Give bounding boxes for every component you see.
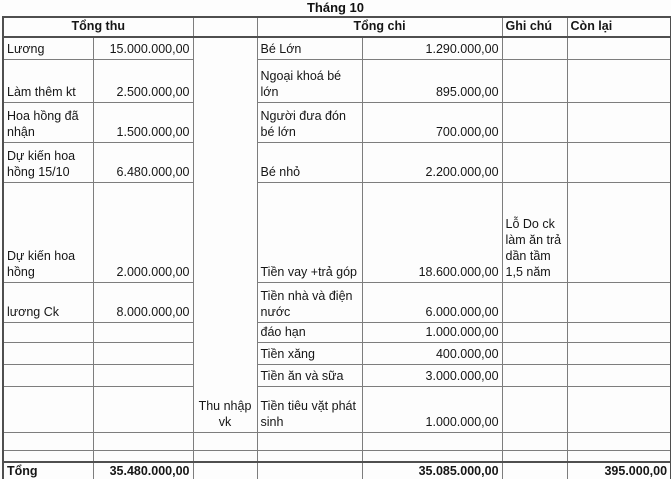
table-row [3,142,671,182]
cell-remaining[interactable] [567,322,671,342]
sheet-title: Tháng 10 [306,0,365,15]
cell-thu-value[interactable] [93,364,193,386]
cell-empty[interactable] [362,450,502,462]
total-chi-value[interactable]: 35.085.000,00 [362,462,502,479]
empty-row [3,432,671,450]
budget-table [2,16,671,479]
cell-thu-value[interactable]: 15.000.000,00 [93,37,193,59]
cell-chi-value[interactable]: 700.000,00 [362,102,502,142]
cell-thu-label[interactable]: lương Ck [3,282,93,322]
table-row [3,182,671,282]
cell-empty[interactable] [193,450,257,462]
cell-empty[interactable] [93,450,193,462]
cell-thu-label[interactable] [3,386,93,432]
cell-thu-value[interactable]: 8.000.000,00 [93,282,193,322]
cell-thu-value[interactable]: 2.000.000,00 [93,182,193,282]
cell-remaining[interactable] [567,386,671,432]
cell-thu-nhap-vk-merged[interactable]: Thu nhập vk [193,37,257,432]
cell-remaining[interactable] [567,342,671,364]
cell-chi-value[interactable]: 1.000.000,00 [362,386,502,432]
cell-thu-label[interactable] [3,342,93,364]
cell-chi-value[interactable]: 6.000.000,00 [362,282,502,322]
cell-empty[interactable] [567,432,671,450]
cell-chi-label[interactable]: Tiền xăng [257,342,362,364]
empty-row [3,450,671,462]
cell-chi-value[interactable]: 2.200.000,00 [362,142,502,182]
cell-chi-value[interactable]: 3.000.000,00 [362,364,502,386]
cell-thu-label[interactable]: Dự kiến hoa hồng 15/10 [3,142,93,182]
table-row [3,102,671,142]
totals-row [3,462,671,479]
cell-chi-value[interactable]: 1.290.000,00 [362,37,502,59]
cell-thu-label[interactable]: Lương [3,37,93,59]
total-label[interactable]: Tổng [3,462,93,479]
cell-chi-label[interactable]: Tiền vay +trả góp [257,182,362,282]
cell-thu-label[interactable]: Làm thêm kt [3,59,93,102]
cell-note[interactable] [502,386,567,432]
cell-thu-value[interactable]: 6.480.000,00 [93,142,193,182]
cell-note[interactable] [502,142,567,182]
cell-empty[interactable] [257,432,362,450]
cell-thu-value[interactable]: 1.500.000,00 [93,102,193,142]
total-con-lai-value[interactable]: 395.000,00 [567,462,671,479]
cell-chi-label[interactable]: Bé Lớn [257,37,362,59]
table-row [3,364,671,386]
header-tong-thu[interactable]: Tổng thu [3,17,193,37]
table-row [3,37,671,59]
cell-chi-value[interactable]: 400.000,00 [362,342,502,364]
cell-note[interactable] [502,282,567,322]
header-spacer-cell[interactable] [193,17,257,37]
cell-empty[interactable] [502,462,567,479]
cell-chi-label[interactable]: Ngoại khoá bé lớn [257,59,362,102]
cell-empty[interactable] [193,432,257,450]
cell-chi-label[interactable]: đáo hạn [257,322,362,342]
cell-note[interactable] [502,59,567,102]
cell-empty[interactable] [567,450,671,462]
table-row [3,322,671,342]
cell-thu-label[interactable]: Dự kiến hoa hồng [3,182,93,282]
cell-chi-value[interactable]: 895.000,00 [362,59,502,102]
cell-remaining[interactable] [567,142,671,182]
cell-chi-value[interactable]: 18.600.000,00 [362,182,502,282]
cell-remaining[interactable] [567,282,671,322]
table-row [3,342,671,364]
cell-note[interactable] [502,102,567,142]
cell-note[interactable]: Lỗ Do ck làm ăn trả dần tầm 1,5 năm [502,182,567,282]
cell-thu-value[interactable] [93,322,193,342]
total-thu-value[interactable]: 35.480.000,00 [93,462,193,479]
cell-remaining[interactable] [567,102,671,142]
cell-thu-label[interactable]: Hoa hồng đã nhận [3,102,93,142]
cell-empty[interactable] [3,450,93,462]
cell-empty[interactable] [193,462,257,479]
cell-chi-value[interactable]: 1.000.000,00 [362,322,502,342]
header-tong-chi[interactable]: Tổng chi [257,17,502,37]
cell-remaining[interactable] [567,364,671,386]
table-row [3,59,671,102]
cell-empty[interactable] [93,432,193,450]
cell-empty[interactable] [362,432,502,450]
cell-empty[interactable] [502,450,567,462]
cell-thu-value[interactable] [93,342,193,364]
cell-note[interactable] [502,322,567,342]
cell-empty[interactable] [3,432,93,450]
header-row [3,17,671,37]
cell-chi-label[interactable]: Tiền tiêu vặt phát sinh [257,386,362,432]
cell-note[interactable] [502,364,567,386]
cell-remaining[interactable] [567,59,671,102]
cell-note[interactable] [502,342,567,364]
cell-thu-label[interactable] [3,322,93,342]
cell-note[interactable] [502,37,567,59]
cell-empty[interactable] [257,450,362,462]
table-row [3,282,671,322]
cell-thu-value[interactable] [93,386,193,432]
header-ghi-chu[interactable]: Ghi chú [502,17,567,37]
cell-chi-label[interactable]: Tiền ăn và sữa [257,364,362,386]
header-con-lai[interactable]: Còn lại [567,17,671,37]
cell-chi-label[interactable]: Bé nhỏ [257,142,362,182]
cell-empty[interactable] [257,462,362,479]
cell-chi-label[interactable]: Tiền nhà và điện nước [257,282,362,322]
cell-empty[interactable] [502,432,567,450]
cell-thu-value[interactable]: 2.500.000,00 [93,59,193,102]
table-row [3,386,671,432]
cell-remaining[interactable] [567,182,671,282]
cell-chi-label[interactable]: Người đưa đón bé lớn [257,102,362,142]
cell-remaining[interactable] [567,37,671,59]
cell-thu-label[interactable] [3,364,93,386]
